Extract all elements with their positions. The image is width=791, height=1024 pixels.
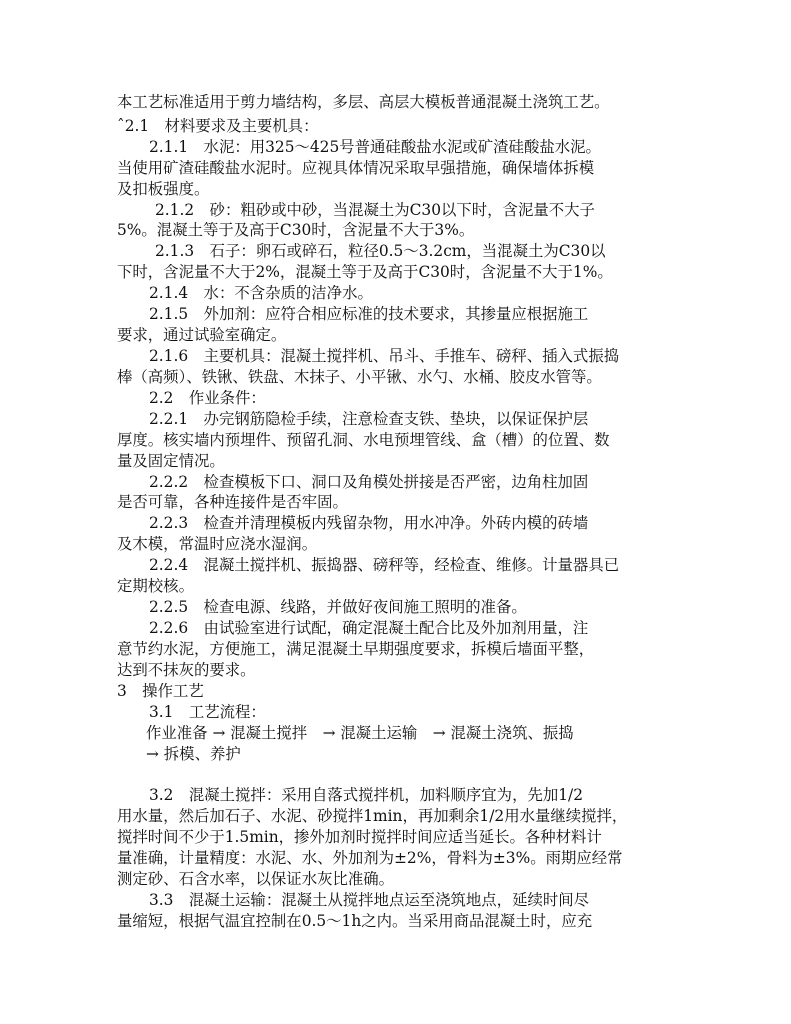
section-heading: 3.1 工艺流程： [149, 703, 266, 721]
process-flow-line: → 拆模、养护 [146, 745, 241, 763]
section-heading: 2.2 作业条件： [149, 389, 266, 407]
text-line: 下时，含泥量不大于2%，混凝土等于及高于C30时，含泥量不大于1%。 [117, 263, 613, 281]
text-line: 棒（高频）、铁锹、铁盘、木抹子、小平锹、水勺、水桶、胶皮水管等。 [117, 368, 602, 386]
text-line: 5%。混凝土等于及高于C30时，含泥量不大于3%。 [117, 221, 475, 239]
text-line: 厚度。核实墙内预埋件、预留孔洞、水电预埋管线、盒（槽）的位置、数 [117, 431, 610, 449]
text-line: 2.1.1 水泥：用325～425号普通硅酸盐水泥或矿渣硅酸盐水泥。 [149, 138, 601, 156]
text-line: 2.2.5 检查电源、线路，并做好夜间施工照明的准备。 [149, 598, 527, 616]
text-line: 量及固定情况。 [117, 452, 225, 470]
text-line: 2.1.3 石子：卵石或碎石，粒径0.5～3.2cm，当混凝土为C30以 [155, 242, 606, 260]
chapter-heading: 3 操作工艺 [117, 682, 204, 700]
text-line: 2.2.1 办完钢筋隐检手续，注意检查支铁、垫块，以保证保护层 [149, 410, 589, 428]
text-line: 定期校核。 [117, 577, 194, 595]
text-line: 2.2.3 检查并清理模板内残留杂物，用水冲净。外砖内模的砖墙 [149, 514, 589, 532]
text-line: 用水量，然后加石子、水泥、砂搅拌1min，再加剩余1/2用水量继续搅拌， [117, 807, 628, 825]
text-line: 2.1.2 砂：粗砂或中砂，当混凝土为C30以下时，含泥量不大子 [155, 201, 595, 219]
text-line: 量准确，计量精度：水泥、水、外加剂为±2%，骨料为±3%。雨期应经常 [117, 849, 623, 867]
text-line: 及木模，常温时应浇水湿润。 [117, 535, 318, 553]
text-line: 2.1.6 主要机具：混凝土搅拌机、吊斗、手推车、磅秤、插入式振捣 [149, 347, 620, 365]
text-line: 是否可靠，各种连接件是否牢固。 [117, 493, 348, 511]
text-line: 意节约水泥，方便施工，满足混凝土早期强度要求，拆模后墙面平整， [117, 640, 595, 658]
text-line: 要求，通过试验室确定。 [117, 326, 287, 344]
text-line: 3.2 混凝土搅拌：采用自落式搅拌机，加料顺序宜为，先加1/2 [149, 786, 584, 804]
text-line: 2.2.2 检查模板下口、洞口及角模处拼接是否严密，边角柱加固 [149, 473, 589, 491]
text-line: 本工艺标准适用于剪力墙结构，多层、高层大模板普通混凝土浇筑工艺。 [117, 93, 610, 111]
text-line: 及扣板强度。 [117, 180, 210, 198]
text-line: 搅拌时间不少于1.5min，掺外加剂时搅拌时间应适当延长。各种材料计 [117, 828, 602, 846]
text-line: 3.3 混凝土运输：混凝土从搅拌地点运至浇筑地点，延续时间尽 [149, 891, 590, 909]
text-line: 2.2.4 混凝土搅拌机、振捣器、磅秤等，经检查、维修。计量器具已 [149, 556, 620, 574]
text-line: 2.1.5 外加剂：应符合相应标准的技术要求，其掺量应根据施工 [149, 305, 589, 323]
process-flow-line: 作业准备 → 混凝土搅拌 → 混凝土运输 → 混凝土浇筑、振捣 [146, 724, 574, 742]
text-line: 量缩短，根据气温宜控制在0.5～1h之内。当采用商品混凝土时，应充 [117, 912, 593, 930]
text-line: 2.2.6 由试验室进行试配，确定混凝土配合比及外加剂用量，注 [149, 619, 589, 637]
text-line: 当使用矿渣硅酸盐水泥时。应视具体情况采取早强措施，确保墙体拆模 [117, 159, 595, 177]
text-line: 达到不抹灰的要求。 [117, 661, 256, 679]
section-heading: ˆ2.1 材料要求及主要机具： [117, 117, 319, 135]
text-line: 测定砂、石含水率，以保证水灰比准确。 [117, 870, 395, 888]
text-line: 2.1.4 水：不含杂质的洁净水。 [149, 284, 373, 302]
